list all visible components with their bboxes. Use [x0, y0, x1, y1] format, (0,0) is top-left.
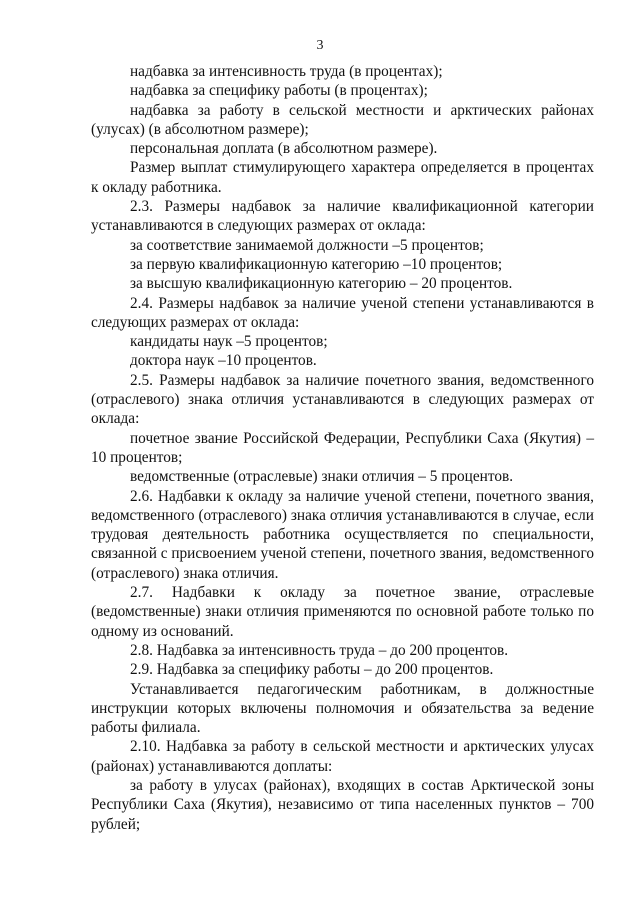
paragraph: 2.5. Размеры надбавок за наличие почетного звания, ведомственного (отраслевого) знака отличия устанавливаются в следующих размерах от оклада:	[91, 371, 594, 428]
paragraph: 2.3. Размеры надбавок за наличие квалификационной категории устанавливаются в следующих размерах от оклада:	[91, 198, 594, 235]
paragraph: почетное звание Российской Федерации, Республики Саха (Якутия) – 10 процентов;	[91, 429, 594, 466]
paragraph: надбавка за работу в сельской местности и арктических районах (улусах) (в абсолютном размере);	[91, 101, 594, 138]
paragraph: 2.10. Надбавка за работу в сельской местности и арктических улусах (районах) устанавливаются доплаты:	[91, 738, 594, 775]
paragraph: 2.4. Размеры надбавок за наличие ученой степени устанавливаются в следующих размерах от оклада:	[91, 294, 594, 331]
paragraph: надбавка за специфику работы (в процентах);	[130, 82, 428, 100]
paragraph: доктора наук –10 процентов.	[130, 352, 317, 370]
paragraph: надбавка за интенсивность труда (в процентах);	[130, 63, 443, 80]
document-body	[91, 62, 594, 834]
paragraph: Размер выплат стимулирующего характера определяется в процентах к окладу работника.	[91, 159, 594, 196]
paragraph: за работу в улусах (районах), входящих в состав Арктической зоны Республики Саха (Якутия), независимо от типа населенных пунктов – 700 рублей;	[91, 776, 594, 833]
paragraph: 2.7. Надбавки к окладу за почетное звание, отраслевые (ведомственные) знаки отличия применяются по основной работе только по одному из оснований.	[91, 584, 594, 640]
paragraph: ведомственные (отраслевые) знаки отличия – 5 процентов.	[130, 468, 514, 486]
paragraph: за высшую квалификационную категорию – 20 процентов.	[130, 275, 513, 293]
paragraph: кандидаты наук –5 процентов;	[130, 333, 328, 351]
paragraph: персональная доплата (в абсолютном размере).	[130, 140, 438, 158]
paragraph: 2.9. Надбавка за специфику работы – до 200 процентов.	[130, 661, 494, 679]
paragraph: Устанавливается педагогическим работникам, в должностные инструкции которых включены полномочия и обязательства за ведение работы филиала.	[91, 680, 594, 737]
paragraph: за соответствие занимаемой должности –5 процентов;	[130, 236, 484, 254]
page-number: 3	[316, 38, 324, 53]
paragraph: 2.8. Надбавка за интенсивность труда – до 200 процентов.	[130, 641, 509, 659]
paragraph: за первую квалификационную категорию –10 процентов;	[130, 255, 503, 273]
paragraph: 2.6. Надбавки к окладу за наличие ученой степени, почетного звания, ведомственного (отраслевого) знака отличия устанавливаются в случае, если трудовая деятельность работника осуществляется по специальности, связанной с присвоением ученой степени, почетного звания, ведомственного (отраслевого) знака отличия.	[91, 487, 594, 582]
